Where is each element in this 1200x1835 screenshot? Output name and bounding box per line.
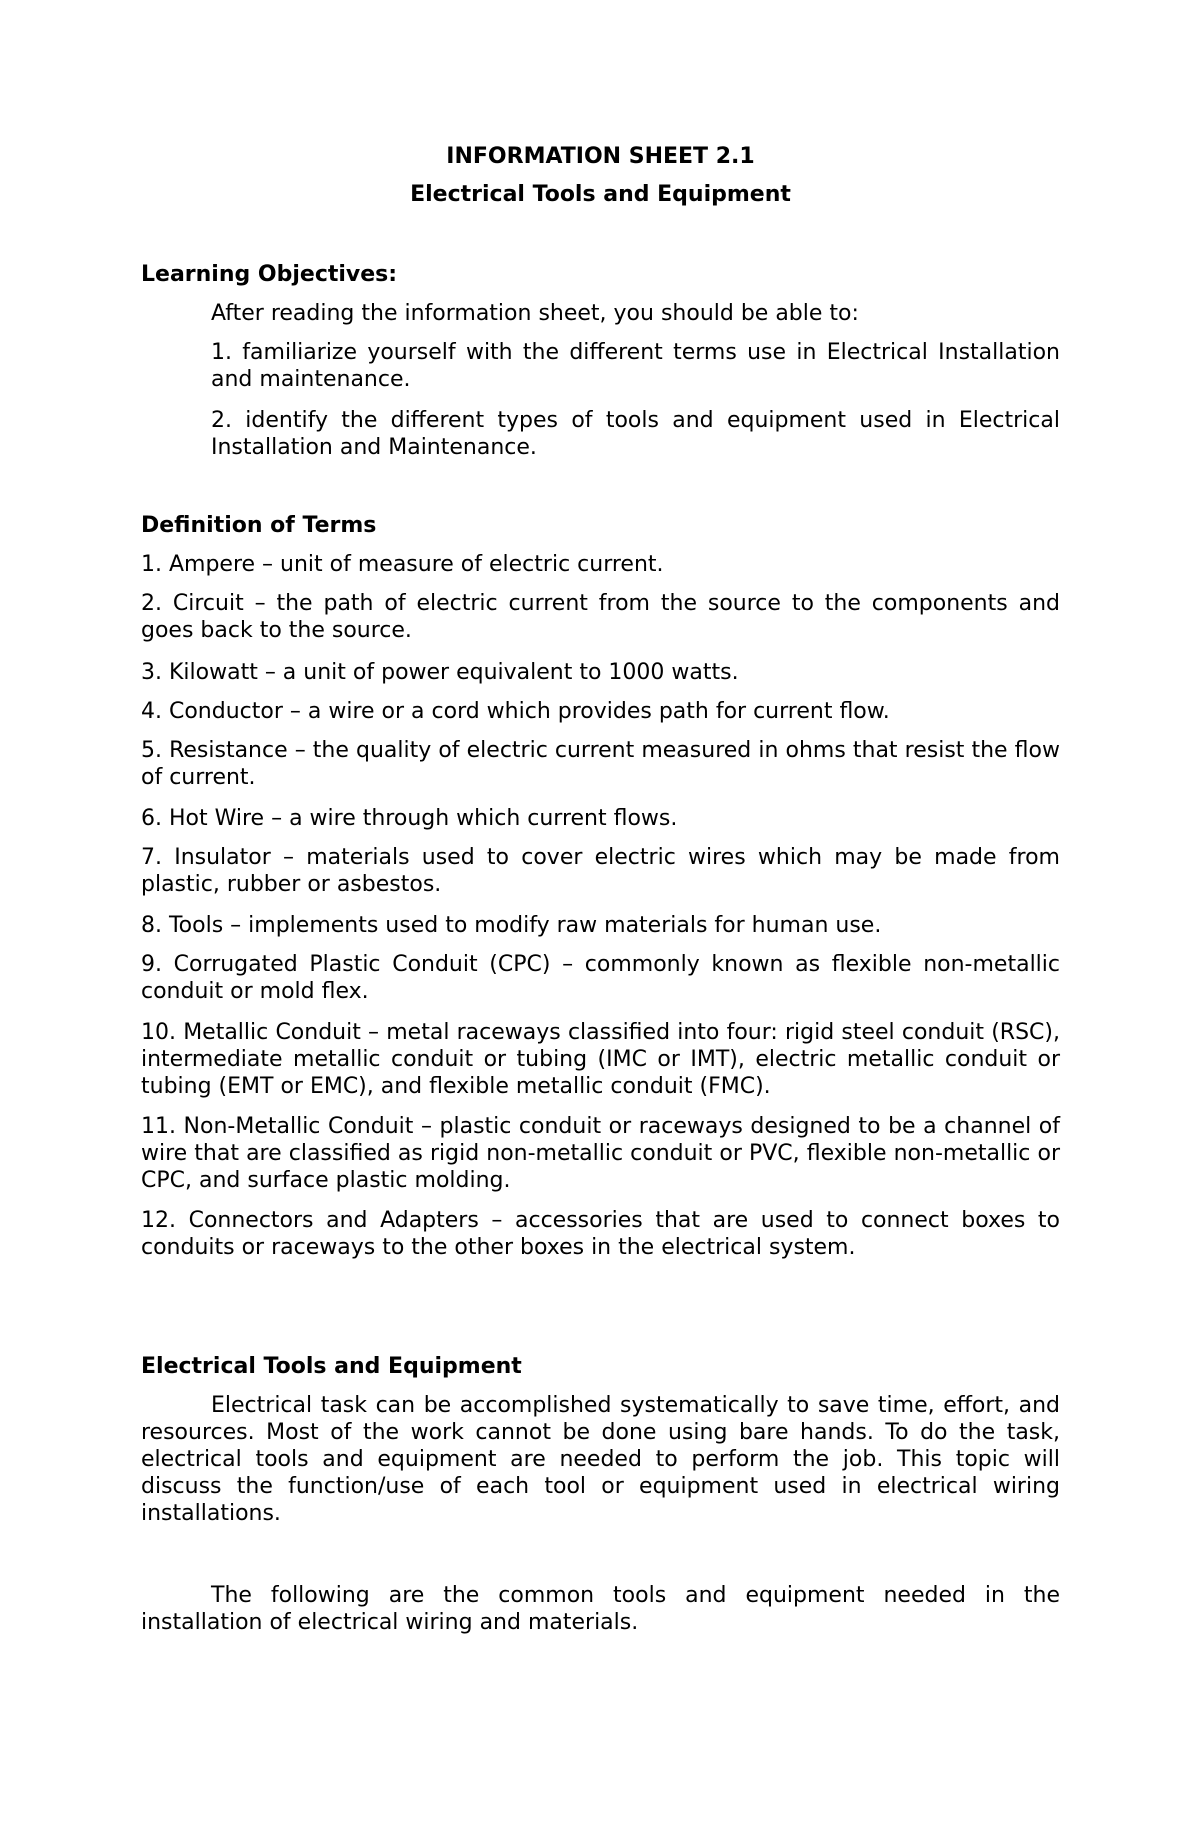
objectives-intro: After reading the information sheet, you should be able to: (211, 301, 859, 326)
objective-item: 2. identify the different types of tools and equipment used in Electrical Installation and Maintenance. (211, 408, 1060, 460)
definition-item: 11. Non-Metallic Conduit – plastic conduit or raceways designed to be a channel of wire that are classified as rigid non-metallic conduit or PVC, flexible non-metallic or CPC, and surface plastic molding. (141, 1114, 1060, 1193)
document-subtitle: Electrical Tools and Equipment (410, 182, 791, 207)
definition-item: 8. Tools – implements used to modify raw materials for human use. (141, 913, 882, 938)
definition-item: 9. Corrugated Plastic Conduit (CPC) – commonly known as flexible non-metallic conduit or mold flex. (141, 952, 1060, 1004)
tools-paragraph: The following are the common tools and equipment needed in the installation of electrical wiring and materials. (141, 1583, 1060, 1635)
definition-item: 3. Kilowatt – a unit of power equivalent to 1000 watts. (141, 660, 739, 685)
tools-heading: Electrical Tools and Equipment (141, 1354, 522, 1379)
definitions-heading: Definition of Terms (141, 513, 377, 538)
definition-item: 6. Hot Wire – a wire through which current flows. (141, 806, 678, 831)
definition-item: 2. Circuit – the path of electric current from the source to the components and goes back to the source. (141, 591, 1060, 643)
definition-item: 12. Connectors and Adapters – accessories that are used to connect boxes to conduits or raceways to the other boxes in the electrical system. (141, 1208, 1060, 1260)
definition-item: 7. Insulator – materials used to cover electric wires which may be made from plastic, rubber or asbestos. (141, 845, 1060, 897)
tools-paragraph: Electrical task can be accomplished systematically to save time, effort, and resources. Most of the work cannot be done using bare hands. To do the task, electrical tools and equipment are needed to perform the job. This topic will discuss the function/use of each tool or equipment used in electrical wiring installations. (141, 1393, 1060, 1526)
definition-item: 1. Ampere – unit of measure of electric current. (141, 552, 664, 577)
objective-item: 1. familiarize yourself with the different terms use in Electrical Installation and maintenance. (211, 340, 1060, 392)
definition-item: 10. Metallic Conduit – metal raceways classified into four: rigid steel conduit (RSC), intermediate metallic conduit or tubing (IMC or IMT), electric metallic conduit or tubing (EMT or EMC), and flexible metallic conduit (FMC). (141, 1020, 1060, 1099)
learning-objectives-heading: Learning Objectives: (141, 262, 398, 287)
definition-item: 4. Conductor – a wire or a cord which provides path for current flow. (141, 699, 890, 724)
document-title: INFORMATION SHEET 2.1 (446, 144, 755, 169)
definition-item: 5. Resistance – the quality of electric current measured in ohms that resist the flow of current. (141, 738, 1060, 790)
